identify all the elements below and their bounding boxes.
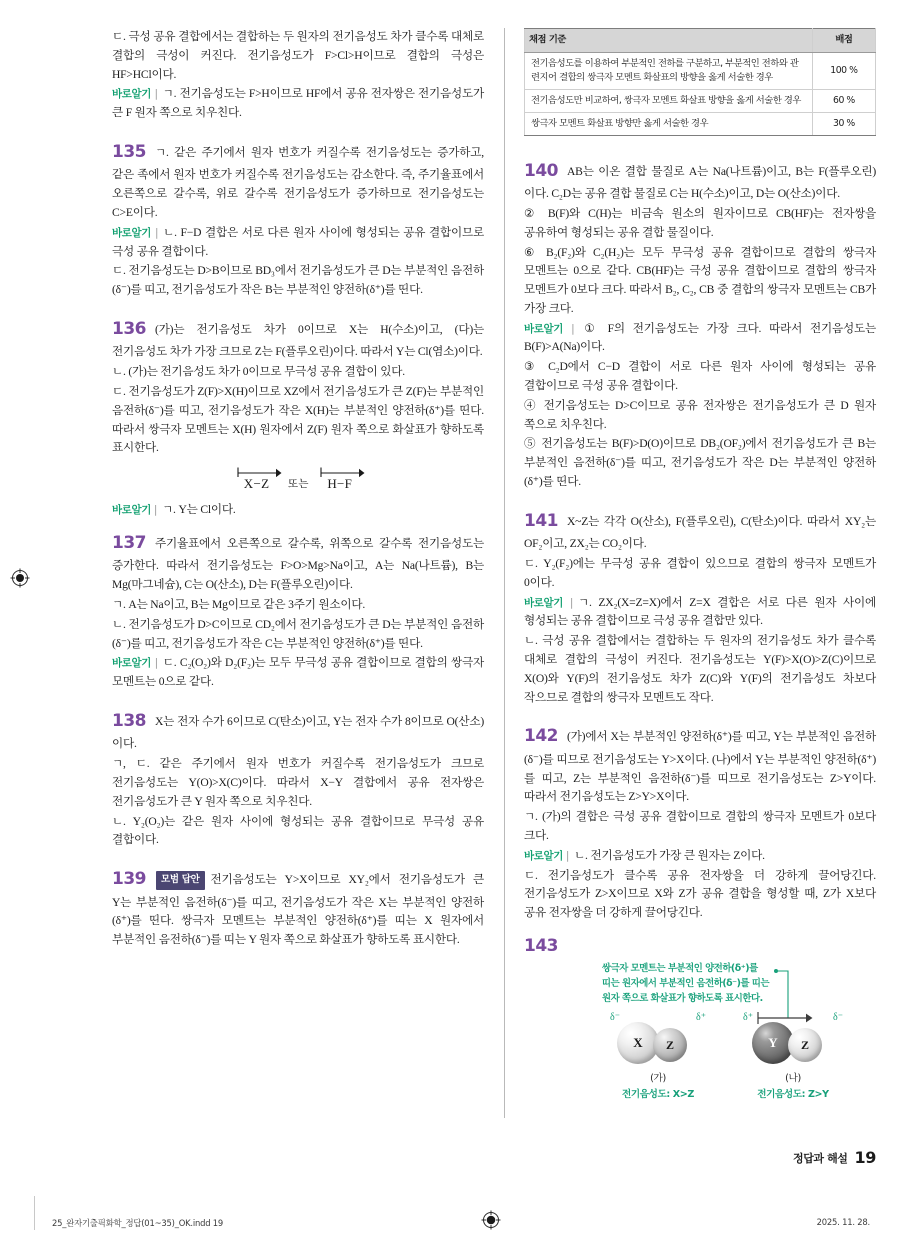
partial-charge-left: δ⁺: [743, 1012, 753, 1024]
explanation-paragraph: [112, 708, 484, 754]
wrong-note-text: ㄱ. ZX₂(X=Z=X)에서 Z=X 결합은 서로 다른 원자 사이에 형성되는 공유 결합이므로 극성 공유 결합만 있다.: [524, 595, 876, 628]
explanation-paragraph: ㄷ. 극성 공유 결합에서는 결합하는 두 원자의 전기음성도 차가 클수록 대체로 결합의 극성이 커진다. 전기음성도가 F>Cl>H이므로 결합의 극성은 HF>HCl이다.: [112, 30, 484, 81]
explanation-text: 전기음성도는 Y>X이므로 XY₂에서 전기음성도가 큰 Y는 부분적인 음전하(δ⁻)를 띠고, 전기음성도가 작은 X는 부분적인 양전하(δ⁺)를 띤다. 쌍극자 모멘트는 부분적인 양전하(δ⁺)를 띠는 X 원자에서 부분적인 음전하(δ⁻)를 띠는 Y 원자 쪽으로 화살표가 향하도록 표시한다.: [112, 873, 484, 947]
explanation-text: X는 전자 수가 6이므로 C(탄소)이고, Y는 전자 수가 8이므로 O(산소)이다.: [112, 714, 484, 751]
print-file-name: 25_완자기출픽화학_정답(01~35)_OK.indd 19: [52, 1218, 224, 1228]
figure-annotation-text: 쌍극자 모멘트는 부분적인 양전하(δ⁺)를 띠는 원자에서 부분적인 음전하(δ⁻)를 띠는 원자 쪽으로 화살표가 향하도록 표시한다.: [602, 963, 770, 1004]
explanation-paragraph: ㄴ. 전기음성도가 D>C이므로 CD₂에서 전기음성도가 큰 D는 부분적인 음전하(δ⁻)를 띠고, 전기음성도가 작은 C는 부분적인 양전하(δ⁺)를 띤다.: [112, 617, 484, 650]
criteria-cell: 쌍극자 모멘트 화살표 방향만 옳게 서술한 경우: [525, 112, 813, 135]
explanation-paragraph: [524, 158, 876, 204]
table-row: [525, 112, 876, 135]
explanation-text: 주기율표에서 오른쪽으로 갈수록, 위쪽으로 갈수록 전기음성도는 증가한다. 따라서 전기음성도는 F>O>Mg>Na이고, A는 Na(나트륨), B는 Mg(마그네슘), C는 O(산소), D는 F(플루오린)이다.: [112, 536, 484, 592]
question-number: 143: [524, 935, 558, 956]
explanation-paragraph: [112, 866, 484, 950]
partial-charge-right: δ⁺: [696, 1012, 706, 1024]
molecule-caption: (가): [650, 1073, 666, 1085]
explanation-paragraph: [524, 508, 876, 554]
wrong-note-text: ㄷ. C₂(O₂)와 D₂(F₂)는 모두 무극성 공유 결합이므로 결합의 쌍극자 모멘트는 0으로 같다.: [112, 656, 485, 689]
electronegativity-label: 전기음성도: Z>Y: [757, 1089, 829, 1101]
wrong-note: [524, 594, 876, 632]
page-number: 19: [854, 1148, 876, 1167]
dipole-formula-row: [112, 465, 484, 492]
right-column: [524, 28, 876, 1118]
wrong-answer-label: 바로알기 |: [524, 323, 574, 335]
answer-block-136: [112, 316, 484, 520]
answer-block-139: [112, 866, 484, 950]
table-row: [525, 52, 876, 89]
molecule-caption: (나): [785, 1073, 801, 1085]
question-number: 135: [112, 141, 146, 162]
answer-block-138: [112, 708, 484, 850]
wrong-answer-label: 바로알기 |: [112, 88, 158, 100]
points-cell: 60 %: [812, 89, 875, 112]
or-label: 또는: [287, 478, 309, 491]
column-header-criteria: 채점 기준: [525, 29, 813, 53]
wrong-note: [112, 85, 484, 123]
dipole-formula-xz: [244, 465, 270, 492]
grading-rubric-table: [524, 28, 876, 136]
wrong-note: [112, 224, 484, 262]
wrong-note-text: ㄴ. F−D 결합은 서로 다른 원자 사이에 형성되는 공유 결합이므로 극성 공유 결합이다.: [112, 225, 484, 258]
explanation-paragraph: [112, 316, 484, 362]
criteria-cell: 전기음성도를 이용하여 부분적인 전하를 구분하고, 부분적인 전하와 관련지어 결합의 쌍극자 모멘트 화살표의 방향을 옳게 서술한 경우: [525, 52, 813, 89]
answer-block-134-continued: [112, 28, 484, 123]
explanation-paragraph: ㄷ. 전기음성도가 Z(F)>X(H)이므로 XZ에서 전기음성도가 큰 Z(F)는 부분적인 음전하(δ⁻)를 띠고, 전기음성도가 작은 X(H)는 부분적인 양전하(δ⁺)를 띤다. 따라서 쌍극자 모멘트는 X(H) 원자에서 Z(F) 원자 쪽으로 화살표가 향하도록 표시한다.: [112, 385, 484, 455]
answer-block-143: [524, 933, 876, 1103]
explanation-paragraph: ㄴ. Y₂(O₂)는 같은 원자 사이에 형성되는 공유 결합이므로 무극성 공유 결합이다.: [112, 814, 484, 847]
wrong-note-text: ㄴ. 극성 공유 결합에서는 결합하는 두 원자의 전기음성도 차가 클수록 대체로 결합의 극성이 커진다. 전기음성도는 Y(F)>X(O)>Z(C)이므로 X(O)와 Y(F)의 전기음성도 차가 Z(C)와 Y(F)의 전기음성도 차보다 작으므로 결합의 쌍극자 모멘트도 작다.: [524, 634, 876, 704]
atom-sphere-right: Z: [788, 1028, 822, 1062]
explanation-text: AB는 이온 결합 물질로 A는 Na(나트륨)이고, B는 F(플루오린)이다. C₂D는 공유 결합 물질로 C는 H(수소)이고, D는 O(산소)이다.: [524, 164, 876, 201]
wrong-note-text: ㄱ. Y는 Cl이다.: [162, 503, 236, 517]
bond-label: H−F: [327, 476, 353, 492]
answer-block-141: [524, 508, 876, 708]
explanation-text: X~Z는 각각 O(산소), F(플루오린), C(탄소)이다. 따라서 XY₂는 OF₂이고, ZX₂는 CO₂이다.: [524, 514, 876, 551]
wrong-answer-label: 바로알기 |: [112, 227, 158, 239]
wrong-answer-label: 바로알기 |: [524, 597, 573, 609]
wrong-note: [112, 501, 484, 520]
question-number-row: [524, 933, 876, 961]
explanation-text: (가)에서 X는 부분적인 양전하(δ⁺)를 띠고, Y는 부분적인 음전하(δ⁻)를 띠므로 전기음성도는 Y>X이다. (나)에서 Y는 부분적인 양전하(δ⁺)를 띠고, Z는 부분적인 음전하(δ⁻)를 띠므로 전기음성도는 Z>Y이다. 따라서 전기음성도는 Z>Y>X이다.: [524, 730, 876, 804]
question-number: 138: [112, 710, 146, 731]
answer-block-142: [524, 723, 876, 923]
explanation-paragraph: ㄴ. (가)는 전기음성도 차가 0이므로 무극성 공유 결합이 있다.: [112, 365, 405, 379]
wrong-answer-label: 바로알기 |: [524, 850, 569, 862]
column-header-points: 배점: [812, 29, 875, 53]
explanation-text: (가)는 전기음성도 차가 0이므로 X는 H(수소)이고, (다)는 전기음성도 차가 가장 크므로 Z는 F(플루오린)이다. 따라서 Y는 Cl(염소)이다.: [112, 322, 484, 359]
molecule-ga: [602, 1012, 714, 1101]
registration-mark-bottom: [481, 1210, 501, 1230]
dipole-formula-hf: [327, 465, 352, 492]
column-divider: [504, 28, 505, 1118]
wrong-note: [524, 320, 876, 358]
wrong-note-text: ㄴ. 전기음성도가 가장 큰 원자는 Z이다.: [574, 848, 765, 862]
page-footer-label: [793, 1148, 876, 1167]
points-cell: 30 %: [812, 112, 875, 135]
question-number: 140: [524, 160, 558, 181]
explanation-paragraph: ② B(F)와 C(H)는 비금속 원소의 원자이므로 CB(HF)는 전자쌍을 공유하여 형성되는 공유 결합 물질이다.: [524, 207, 876, 239]
wrong-note-text: ④ 전기음성도는 D>C이므로 공유 전자쌍은 전기음성도가 큰 D 원자 쪽으로 치우친다.: [524, 398, 876, 431]
table-row: [525, 89, 876, 112]
atom-sphere-right: Z: [653, 1028, 687, 1062]
explanation-paragraph: ㄱ. (가)의 결합은 극성 공유 결합이므로 결합의 쌍극자 모멘트가 0보다 크다.: [524, 810, 876, 842]
wrong-note: [524, 847, 876, 866]
question-number: 137: [112, 532, 146, 553]
molecule-figure: [524, 962, 876, 1102]
explanation-paragraph: ㄱ. A는 Na이고, B는 Mg이므로 같은 3주기 원소이다.: [112, 598, 366, 611]
dipole-arrow-icon: [232, 465, 282, 481]
question-number: 136: [112, 318, 146, 339]
left-column: [112, 28, 484, 966]
criteria-cell: 전기음성도만 비교하여, 쌍극자 모멘트 화살표 방향을 옳게 서술한 경우: [525, 89, 813, 112]
wrong-note-text: ㄷ. 전기음성도는 D>B이므로 BD₃에서 전기음성도가 큰 D는 부분적인 음전하(δ⁻)를 띠고, 전기음성도가 작은 B는 부분적인 양전하(δ⁺)를 띤다.: [112, 264, 484, 297]
answer-block-135: [112, 139, 484, 300]
registration-mark-left: [10, 568, 30, 588]
section-title: 정답과 해설: [792, 1152, 848, 1165]
dipole-arrow-icon: [315, 465, 365, 481]
explanation-paragraph: [112, 530, 484, 595]
table-header-row: [525, 29, 876, 53]
explanation-paragraph: ㄱ, ㄷ. 같은 주기에서 원자 번호가 커질수록 전기음성도가 크므로 전기음성도는 Y(O)>X(C)이다. 따라서 X−Y 결합에서 공유 전자쌍은 전기음성도가 큰 Y 원자 쪽으로 치우친다.: [112, 757, 484, 808]
wrong-note-text: ① F의 전기음성도는 가장 크다. 따라서 전기음성도는 B(F)>A(Na)이다.: [524, 321, 877, 354]
answer-block-140: [524, 158, 876, 492]
explanation-paragraph: ㄷ. Y₂(F₂)에는 무극성 공유 결합이 있으므로 결합의 쌍극자 모멘트가 0이다.: [524, 557, 876, 589]
answer-block-137: [112, 530, 484, 692]
atom-sphere-left: X: [617, 1022, 659, 1064]
sphere-group: [737, 1012, 849, 1066]
wrong-answer-label: 바로알기 |: [112, 504, 157, 516]
print-date: 2025. 11. 28.: [816, 1217, 870, 1227]
question-number: 142: [524, 726, 558, 747]
explanation-paragraph: [112, 139, 484, 223]
partial-charge-left: δ⁻: [610, 1012, 620, 1024]
sphere-group: [602, 1012, 714, 1066]
explanation-text: ㄱ. 같은 주기에서 원자 번호가 커질수록 전기음성도는 증가하고, 같은 족에서 원자 번호가 커질수록 전기음성도는 감소한다. 즉, 주기율표에서 오른쪽으로 갈수록, 위로 갈수록 전기음성도가 증가하므로 전기음성도는 C>E이다.: [112, 145, 484, 219]
explanation-paragraph: [524, 723, 876, 807]
question-number: 141: [524, 510, 558, 531]
atom-sphere-left: Y: [752, 1022, 794, 1064]
wrong-answer-label: 바로알기 |: [112, 657, 158, 669]
wrong-note-text: ㄱ. 전기음성도는 F>H이므로 HF에서 공유 전자쌍은 전기음성도가 큰 F 원자 쪽으로 치우친다.: [112, 87, 485, 120]
wrong-note-text: ③ C₂D에서 C−D 결합이 서로 다른 원자 사이에 형성되는 공유 결합이므로 극성 공유 결합이다.: [524, 360, 876, 393]
wrong-note-text: ⑤ 전기음성도는 B(F)>D(O)이므로 DB₂(OF₂)에서 전기음성도가 큰 B는 부분적인 음전하(δ⁻)를 띠고, 전기음성도가 작은 D는 부분적인 양전하(δ⁺)를 띤다.: [524, 437, 876, 488]
wrong-note: [112, 654, 484, 692]
electronegativity-label: 전기음성도: X>Z: [622, 1089, 694, 1101]
bond-label: X−Z: [243, 476, 270, 492]
points-cell: 100 %: [812, 52, 875, 89]
partial-charge-right: δ⁻: [833, 1012, 843, 1024]
question-number: 139: [112, 869, 146, 890]
footer-divider: [34, 1196, 35, 1230]
model-answer-badge: 모범 답안: [156, 871, 205, 890]
wrong-note-text: ㄷ. 전기음성도가 클수록 공유 전자쌍을 더 강하게 끌어당긴다. 전기음성도가 Z>X이므로 X와 Z가 공유 결합을 형성할 때, Z가 X보다 공유 전자쌍을 더 강하게 끌어당긴다.: [524, 868, 876, 920]
explanation-paragraph: ⑥ B₂(F₂)와 C₂(H₂)는 모두 무극성 공유 결합이므로 결합의 쌍극자 모멘트는 0으로 같다. CB(HF)는 극성 공유 결합이므로 결합의 쌍극자 모멘트가 0보다 크다. 따라서 B₂, C₂, CB 중 결합의 쌍극자 모멘트는 CB가 가장 크다.: [524, 245, 876, 315]
molecule-na: [737, 1012, 849, 1101]
